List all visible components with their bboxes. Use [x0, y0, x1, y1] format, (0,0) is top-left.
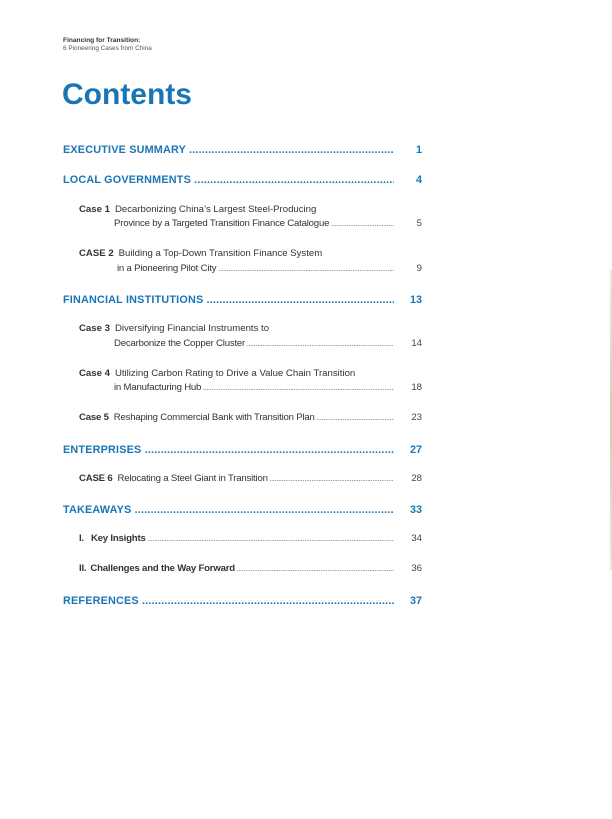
toc-entry-case6[interactable] — [79, 473, 422, 486]
toc-label: in Manufacturing Hub ..... — [114, 382, 394, 395]
toc-label: Province by a Targeted Transition Finance Catalogue ..... — [114, 218, 394, 231]
toc-entry-challenges[interactable] — [79, 563, 422, 576]
toc-page-number: 5 — [416, 218, 422, 229]
toc-label: LOCAL GOVERNMENTS ..... — [63, 173, 394, 187]
toc-page-number: 9 — [416, 263, 422, 274]
toc-entry-key-insights[interactable] — [79, 533, 422, 546]
toc-entry-case1-line2[interactable] — [114, 218, 422, 231]
toc-entry-takeaways[interactable] — [63, 503, 422, 517]
header-title: Financing for Transition: — [63, 37, 141, 44]
toc-label: ENTERPRISES ..... — [63, 443, 394, 457]
case-tag: Case 4 — [79, 368, 110, 379]
toc-label: Decarbonize the Copper Cluster ..... — [114, 338, 394, 351]
case-title-line1: Decarbonizing China’s Largest Steel-Producing — [114, 204, 317, 215]
toc-page-number: 13 — [409, 294, 422, 306]
toc-page-number: 1 — [415, 144, 422, 156]
toc-label: in a Pioneering Pilot City ..... — [117, 263, 394, 276]
toc-entry-local-governments[interactable] — [63, 173, 422, 187]
toc-entry-enterprises[interactable] — [63, 443, 422, 457]
page-title: Contents — [62, 78, 192, 111]
case-title-line1: Diversifying Financial Instruments to — [114, 323, 270, 334]
toc-entry-case3-line2[interactable] — [114, 338, 422, 351]
toc-entry-case4-line2[interactable] — [114, 382, 422, 395]
toc-entry-case2-line2[interactable] — [117, 263, 422, 276]
toc-label: I. Key Insights ..... — [79, 533, 394, 546]
toc-page-number: 36 — [411, 563, 422, 574]
toc-page-number: 4 — [415, 174, 422, 186]
toc-page-number: 23 — [411, 412, 422, 423]
case-tag: Case 3 — [79, 323, 110, 334]
toc-entry-case5[interactable] — [79, 412, 422, 425]
toc-entry-case1-line1[interactable] — [79, 204, 316, 216]
toc-page-number: 37 — [409, 595, 422, 607]
toc-page-number: 18 — [411, 382, 422, 393]
toc-page-number: 33 — [409, 504, 422, 516]
case-title-line1: Utilizing Carbon Rating to Drive a Value Chain Transition — [114, 368, 356, 379]
toc-label: FINANCIAL INSTITUTIONS ..... — [63, 293, 394, 307]
toc-page-number: 34 — [411, 533, 422, 544]
toc-page-number: 27 — [409, 444, 422, 456]
toc-entry-references[interactable] — [63, 594, 422, 608]
header-subtitle: 6 Pioneering Cases from China — [63, 45, 152, 52]
toc-entry-executive-summary[interactable] — [63, 143, 422, 157]
toc-entry-case3-line1[interactable] — [79, 323, 269, 335]
case-tag: Case 1 — [79, 204, 110, 215]
case-title-line1: Building a Top-Down Transition Finance System — [118, 248, 323, 259]
case-tag: CASE 2 — [79, 248, 114, 259]
toc-page-number: 14 — [411, 338, 422, 349]
toc-entry-financial-institutions[interactable] — [63, 293, 422, 307]
toc-entry-case2-line1[interactable] — [79, 248, 322, 260]
toc-label: EXECUTIVE SUMMARY ..... — [63, 143, 394, 157]
toc-label: REFERENCES ..... — [63, 594, 394, 608]
toc-label: TAKEAWAYS ..... — [63, 503, 394, 517]
toc-entry-case4-line1[interactable] — [79, 368, 355, 380]
toc-label: II. Challenges and the Way Forward ..... — [79, 563, 394, 576]
toc-label: CASE 6 Relocating a Steel Giant in Transition ..... — [79, 473, 394, 486]
running-header — [63, 37, 152, 53]
toc-page-number: 28 — [411, 473, 422, 484]
toc-label: Case 5 Reshaping Commercial Bank with Transition Plan ..... — [79, 412, 394, 425]
